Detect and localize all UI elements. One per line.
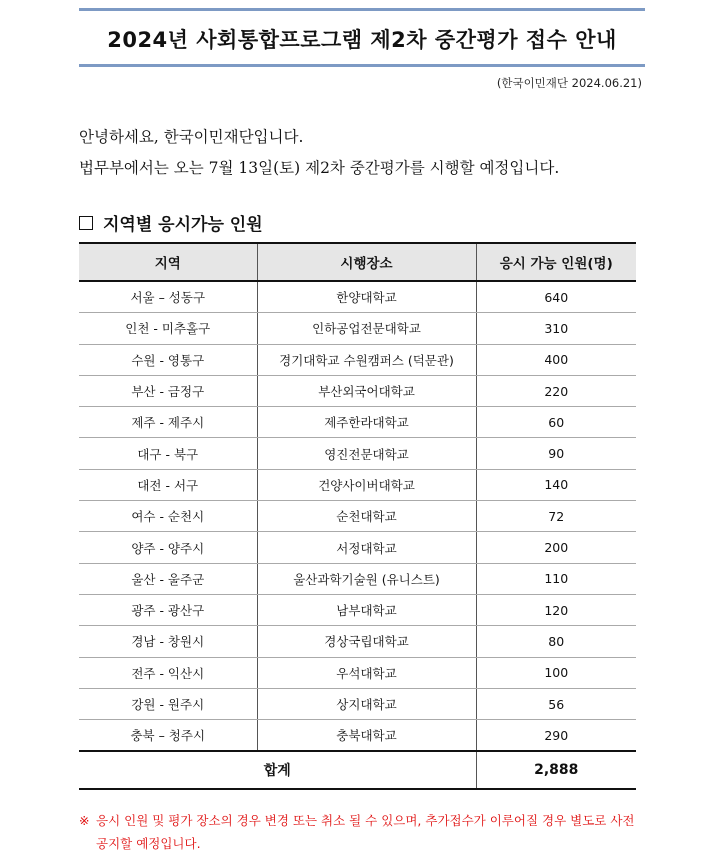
cell-venue: 우석대학교 — [257, 657, 476, 688]
total-row — [79, 751, 636, 789]
cell-venue: 충북대학교 — [257, 720, 476, 752]
cell-region: 제주 - 제주시 — [79, 407, 257, 438]
table-row — [79, 626, 636, 657]
cell-capacity: 60 — [476, 407, 636, 438]
cell-region: 대전 - 서구 — [79, 469, 257, 500]
cell-region: 전주 - 익산시 — [79, 657, 257, 688]
cell-capacity: 400 — [476, 344, 636, 375]
cell-venue: 부산외국어대학교 — [257, 375, 476, 406]
cell-region: 부산 - 금정구 — [79, 375, 257, 406]
cell-region: 광주 - 광산구 — [79, 594, 257, 625]
header-capacity: 응시 가능 인원(명) — [476, 243, 636, 281]
table-row — [79, 594, 636, 625]
table-row — [79, 688, 636, 719]
cell-venue: 영진전문대학교 — [257, 438, 476, 469]
total-value: 2,888 — [476, 751, 636, 789]
cell-region: 인천 - 미추홀구 — [79, 313, 257, 344]
cell-region: 대구 - 북구 — [79, 438, 257, 469]
section-heading — [79, 210, 263, 235]
table-header-row — [79, 243, 636, 281]
cell-capacity: 220 — [476, 375, 636, 406]
cell-venue: 경상국립대학교 — [257, 626, 476, 657]
greeting-line-2: 법무부에서는 오는 7월 13일(토) 제2차 중간평가를 시행할 예정입니다. — [79, 159, 560, 177]
source-date: (한국이민재단 2024.06.21) — [496, 76, 642, 90]
cell-capacity: 90 — [476, 438, 636, 469]
table-row — [79, 469, 636, 500]
cell-venue: 울산과학기술원 (유니스트) — [257, 563, 476, 594]
cell-region: 서울 – 성동구 — [79, 281, 257, 313]
cell-venue: 건양사이버대학교 — [257, 469, 476, 500]
table-row — [79, 532, 636, 563]
cell-capacity: 100 — [476, 657, 636, 688]
page-title: 2024년 사회통합프로그램 제2차 중간평가 접수 안내 — [107, 28, 617, 52]
cell-region: 경남 - 창원시 — [79, 626, 257, 657]
title-bottom-rule — [79, 64, 645, 67]
header-venue: 시행장소 — [257, 243, 476, 281]
cell-capacity: 110 — [476, 563, 636, 594]
section-title: 지역별 응시가능 인원 — [103, 215, 263, 235]
cell-region: 충북 – 청주시 — [79, 720, 257, 752]
cell-capacity: 56 — [476, 688, 636, 719]
cell-region: 여수 - 순천시 — [79, 501, 257, 532]
title-block — [79, 8, 645, 67]
table-row — [79, 407, 636, 438]
cell-venue: 제주한라대학교 — [257, 407, 476, 438]
table-row — [79, 344, 636, 375]
cell-capacity: 120 — [476, 594, 636, 625]
header-region: 지역 — [79, 243, 257, 281]
cell-venue: 순천대학교 — [257, 501, 476, 532]
cell-capacity: 140 — [476, 469, 636, 500]
cell-capacity: 640 — [476, 281, 636, 313]
cell-capacity: 200 — [476, 532, 636, 563]
cell-venue: 남부대학교 — [257, 594, 476, 625]
table-row — [79, 501, 636, 532]
cell-capacity: 72 — [476, 501, 636, 532]
table-row — [79, 563, 636, 594]
table-row — [79, 313, 636, 344]
cell-venue: 상지대학교 — [257, 688, 476, 719]
cell-capacity: 80 — [476, 626, 636, 657]
cell-venue: 서정대학교 — [257, 532, 476, 563]
capacity-table — [79, 242, 636, 790]
table-row — [79, 720, 636, 752]
cell-venue: 경기대학교 수원캠퍼스 (덕문관) — [257, 344, 476, 375]
table-row — [79, 281, 636, 313]
cell-region: 강원 - 원주시 — [79, 688, 257, 719]
cell-region: 양주 - 양주시 — [79, 532, 257, 563]
cell-venue: 인하공업전문대학교 — [257, 313, 476, 344]
checkbox-square-icon — [79, 216, 93, 230]
notice — [79, 809, 649, 855]
table-row — [79, 375, 636, 406]
table-row — [79, 657, 636, 688]
cell-venue: 한양대학교 — [257, 281, 476, 313]
reference-mark-icon: ※ — [79, 813, 90, 828]
notice-text: 응시 인원 및 평가 장소의 경우 변경 또는 취소 될 수 있으며, 추가접수가 이루어질 경우 별도로 사전 공지할 예정입니다. — [96, 813, 635, 851]
table-row — [79, 438, 636, 469]
cell-region: 수원 - 영통구 — [79, 344, 257, 375]
cell-capacity: 290 — [476, 720, 636, 752]
table-body — [79, 281, 636, 751]
cell-capacity: 310 — [476, 313, 636, 344]
total-label: 합계 — [79, 751, 476, 789]
cell-region: 울산 - 울주군 — [79, 563, 257, 594]
greeting-line-1: 안녕하세요, 한국이민재단입니다. — [79, 128, 304, 146]
